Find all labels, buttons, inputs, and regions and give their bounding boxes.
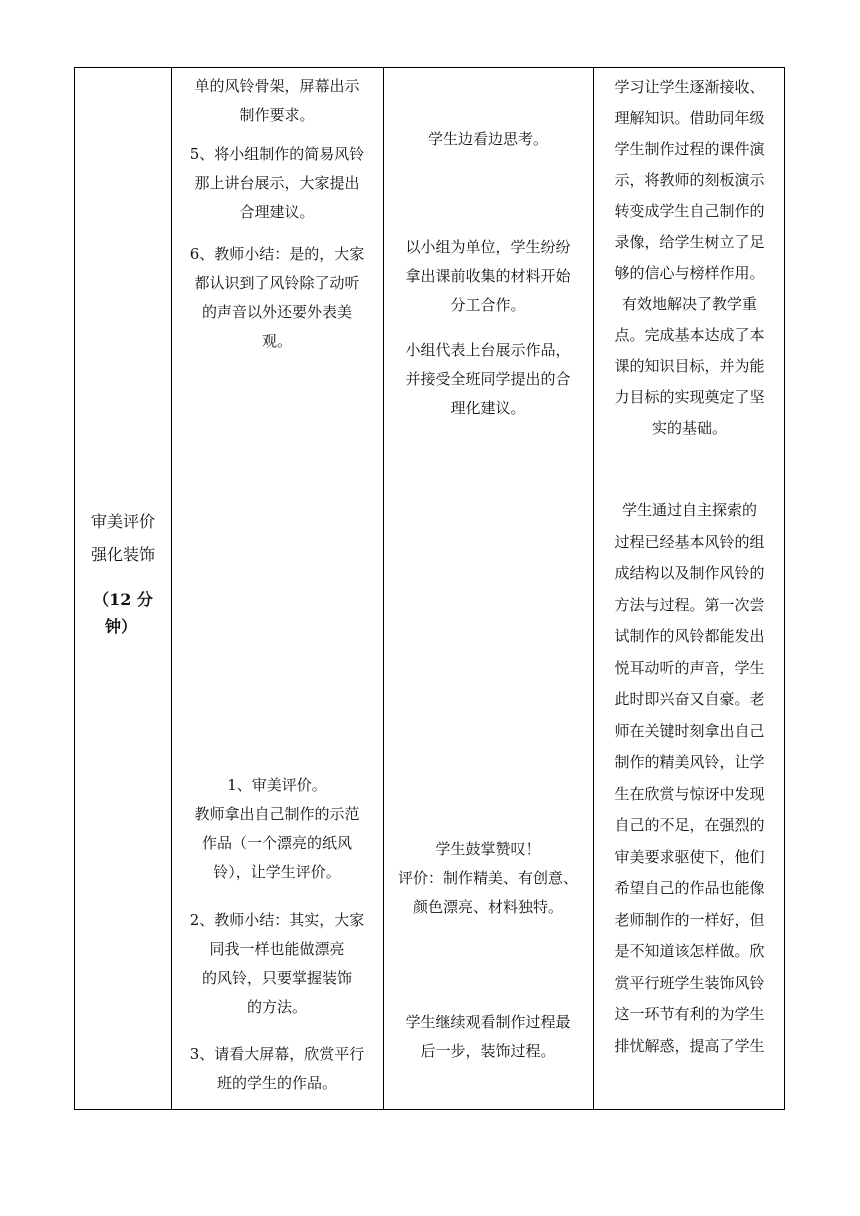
teacher-activity-cell bbox=[171, 68, 383, 1109]
text-line: 成结构以及制作风铃的 bbox=[614, 564, 765, 582]
design-para-b bbox=[593, 495, 786, 1062]
text-line: 希望自己的作品也能像 bbox=[614, 879, 765, 897]
student-para-b bbox=[383, 233, 593, 320]
text-line: 班的学生的作品。 bbox=[216, 1074, 337, 1092]
teacher-para-c bbox=[171, 240, 383, 356]
student-para-a bbox=[383, 125, 593, 154]
student-para-e bbox=[383, 1008, 593, 1066]
text-line: 师在关键时刻拿出自己 bbox=[614, 721, 765, 740]
text-line: 学习让学生逐渐接收、 bbox=[614, 78, 765, 96]
text-line: 学生鼓掌赞叹！ bbox=[435, 840, 541, 858]
text-line: 作品（一个漂亮的纸风 bbox=[201, 834, 352, 852]
teacher-para-b bbox=[171, 140, 383, 227]
text-line: 2、教师小结：其实，大家 bbox=[189, 911, 365, 929]
text-line: 此时即兴奋又自豪。老 bbox=[614, 690, 765, 708]
text-line: 点。完成基本达成了本 bbox=[614, 326, 765, 344]
text-line: 5、将小组制作的简易风铃 bbox=[189, 145, 365, 163]
text-line: 试制作的风铃都能发出 bbox=[614, 627, 765, 645]
stage-duration-line: 钟） bbox=[105, 617, 138, 636]
text-line: 学生边看边思考。 bbox=[427, 130, 548, 148]
text-line: 制作要求。 bbox=[239, 106, 315, 124]
text-line: 自己的不足，在强烈的 bbox=[614, 816, 765, 834]
text-line: 3、请看大屏幕，欣赏平行 bbox=[189, 1045, 365, 1063]
text-line: 制作的精美风铃，让学 bbox=[614, 753, 765, 771]
text-line: 悦耳动听的声音，学生 bbox=[614, 658, 765, 677]
text-line: 都认识到了风铃除了动听 bbox=[194, 274, 360, 292]
stage-duration-line: （12 分 bbox=[93, 590, 153, 609]
text-line: 这一环节有利的为学生 bbox=[614, 1005, 765, 1023]
text-line: 有效地解决了教学重 bbox=[621, 295, 757, 313]
text-line: 拿出课前收集的材料开始 bbox=[405, 267, 571, 285]
stage-title bbox=[75, 505, 171, 571]
text-line: 的风铃，只要掌握装饰 bbox=[201, 969, 352, 987]
text-line: 够的信心与榜样作用。 bbox=[614, 264, 765, 282]
text-line: 赏平行班学生装饰风铃 bbox=[614, 973, 765, 992]
teacher-para-a bbox=[171, 72, 383, 130]
text-line: 过程已经基本风铃的组 bbox=[614, 532, 765, 551]
teacher-para-f bbox=[171, 1040, 383, 1098]
text-line: 理解知识。借助同年级 bbox=[614, 109, 765, 127]
text-line: 是不知道该怎样做。欣 bbox=[614, 942, 765, 960]
text-line: 分工合作。 bbox=[450, 296, 526, 314]
text-line: 以小组为单位，学生纷纷 bbox=[405, 238, 571, 256]
teacher-para-d bbox=[171, 771, 383, 887]
text-line: 评价：制作精美、有创意、 bbox=[397, 869, 578, 887]
text-line: 课的知识目标，并为能 bbox=[614, 357, 765, 375]
teacher-para-e bbox=[171, 906, 383, 1022]
text-line: 录像，给学生树立了足 bbox=[614, 233, 765, 251]
stage-duration bbox=[75, 586, 171, 640]
student-activity-cell bbox=[383, 68, 593, 1109]
text-line: 生在欣赏与惊讶中发现 bbox=[614, 784, 765, 803]
text-line: 合理建议。 bbox=[239, 203, 315, 221]
text-line: 6、教师小结：是的，大家 bbox=[189, 245, 365, 263]
text-line: 同我一样也能做漂亮 bbox=[209, 940, 345, 958]
text-line: 并接受全班同学提出的合 bbox=[405, 370, 571, 388]
text-line: 铃），让学生评价。 bbox=[213, 863, 341, 881]
text-line: 小组代表上台展示作品， bbox=[405, 341, 571, 359]
design-para-a bbox=[593, 72, 786, 444]
text-line: 那上讲台展示，大家提出 bbox=[194, 174, 360, 192]
text-line: 审美要求驱使下，他们 bbox=[614, 847, 765, 866]
text-line: 实的基础。 bbox=[651, 419, 727, 437]
text-line: 学生制作过程的课件演 bbox=[614, 140, 765, 158]
text-line: 1、审美评价。 bbox=[227, 776, 327, 794]
text-line: 教师拿出自己制作的示范 bbox=[194, 805, 360, 823]
text-line: 转变成学生自己制作的 bbox=[614, 202, 765, 220]
text-line: 颜色漂亮、材料独特。 bbox=[412, 898, 563, 916]
lesson-table bbox=[74, 67, 785, 1110]
text-line: 示，将教师的刻板演示 bbox=[614, 171, 765, 189]
stage-cell bbox=[75, 68, 171, 1109]
text-line: 学生通过自主探索的 bbox=[621, 501, 757, 519]
stage-title-line: 审美评价 bbox=[90, 512, 155, 531]
text-line: 老师制作的一样好，但 bbox=[614, 910, 765, 929]
text-line: 排忧解惑，提高了学生 bbox=[614, 1036, 765, 1055]
student-para-d bbox=[383, 835, 593, 922]
text-line: 的方法。 bbox=[246, 998, 307, 1016]
student-para-c bbox=[383, 336, 593, 423]
text-line: 观。 bbox=[261, 332, 292, 350]
text-line: 方法与过程。第一次尝 bbox=[614, 595, 765, 614]
text-line: 理化建议。 bbox=[450, 399, 526, 417]
design-intent-cell bbox=[593, 68, 786, 1109]
text-line: 力目标的实现奠定了坚 bbox=[614, 388, 765, 406]
stage-title-line: 强化装饰 bbox=[90, 545, 155, 564]
text-line: 的声音以外还要外表美 bbox=[201, 303, 352, 321]
text-line: 单的风铃骨架，屏幕出示 bbox=[194, 77, 360, 95]
text-line: 学生继续观看制作过程最 bbox=[405, 1013, 571, 1031]
text-line: 后一步，装饰过程。 bbox=[420, 1042, 556, 1060]
